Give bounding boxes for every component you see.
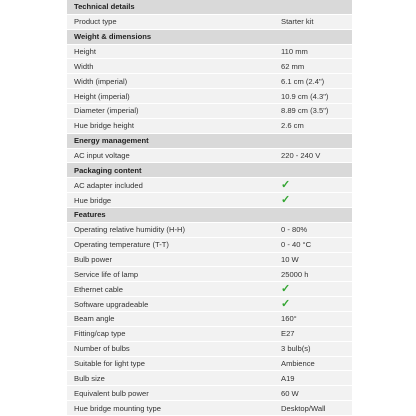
spec-value: 220 - 240 V <box>281 151 321 161</box>
section-header: Technical details <box>67 0 352 15</box>
spec-row <box>67 15 352 30</box>
spec-label: Fitting/cap type <box>74 329 126 339</box>
spec-value: 62 mm <box>281 61 305 71</box>
spec-row <box>67 178 352 193</box>
spec-value: 6.1 cm (2.4") <box>281 76 325 86</box>
spec-value: A19 <box>281 373 295 383</box>
spec-row <box>67 327 352 342</box>
checkmark-icon: ✓ <box>281 283 291 295</box>
spec-row <box>67 59 352 74</box>
spec-label: Service life of lamp <box>74 269 139 279</box>
spec-row <box>67 282 352 297</box>
checkmark-icon: ✓ <box>281 194 291 206</box>
spec-row <box>67 371 352 386</box>
spec-row <box>67 238 352 253</box>
spec-value: 0 - 80% <box>281 225 308 235</box>
spec-value: 110 mm <box>281 47 308 56</box>
spec-row <box>67 45 352 60</box>
spec-row <box>67 74 352 89</box>
spec-value: 60 W <box>281 388 299 398</box>
spec-row <box>67 297 352 312</box>
spec-row <box>67 357 352 372</box>
spec-row <box>67 149 352 164</box>
spec-value: 0 - 40 °C <box>281 240 312 250</box>
checkmark-icon: ✓ <box>281 298 291 310</box>
spec-row <box>67 386 352 401</box>
spec-value: 25000 h <box>281 269 309 279</box>
spec-row <box>67 342 352 357</box>
spec-label: Suitable for light type <box>74 359 145 369</box>
spec-label: Operating relative humidity (H-H) <box>74 225 185 235</box>
spec-value: E27 <box>281 329 295 339</box>
spec-label: Product type <box>74 17 117 27</box>
checkmark-icon: ✓ <box>281 179 291 191</box>
spec-row <box>67 119 352 134</box>
spec-label: Width (imperial) <box>74 76 128 86</box>
section-header: Weight & dimensions <box>67 30 352 45</box>
spec-label: Hue bridge height <box>74 121 134 131</box>
spec-table <box>67 0 352 416</box>
spec-label: Ethernet cable <box>74 284 123 294</box>
section-header: Features <box>67 208 352 223</box>
spec-label: Height (imperial) <box>74 91 130 101</box>
section-header: Energy management <box>67 134 352 149</box>
spec-row <box>67 267 352 282</box>
spec-label: Height <box>74 47 96 56</box>
spec-label: Width <box>74 61 94 71</box>
spec-row <box>67 253 352 268</box>
spec-label: Equivalent bulb power <box>74 388 149 398</box>
spec-value: 3 bulb(s) <box>281 344 311 354</box>
spec-row <box>67 89 352 104</box>
spec-row <box>67 223 352 238</box>
spec-value: Ambience <box>281 359 315 369</box>
spec-value: 8.89 cm (3.5") <box>281 106 329 116</box>
section-header: Packaging content <box>67 163 352 178</box>
spec-value: 2.6 cm <box>281 121 304 131</box>
spec-row <box>67 312 352 327</box>
spec-value: 10.9 cm (4.3") <box>281 91 329 101</box>
spec-label: Hue bridge mounting type <box>74 403 161 413</box>
spec-value: 160° <box>281 314 297 324</box>
spec-label: Software upgradeable <box>74 299 149 309</box>
spec-row <box>67 193 352 208</box>
spec-row <box>67 401 352 416</box>
spec-label: Bulb power <box>74 255 112 265</box>
spec-value: Desktop/Wall <box>281 403 326 413</box>
spec-label: Operating temperature (T-T) <box>74 240 169 250</box>
spec-row <box>67 104 352 119</box>
spec-label: Number of bulbs <box>74 344 130 354</box>
spec-label: AC adapter included <box>74 180 143 190</box>
spec-label: Diameter (imperial) <box>74 106 139 116</box>
spec-value: 10 W <box>281 255 299 265</box>
spec-label: AC input voltage <box>74 151 130 161</box>
spec-label: Bulb size <box>74 373 105 383</box>
spec-label: Hue bridge <box>74 195 112 205</box>
spec-value: Starter kit <box>281 17 314 27</box>
spec-label: Beam angle <box>74 314 115 324</box>
